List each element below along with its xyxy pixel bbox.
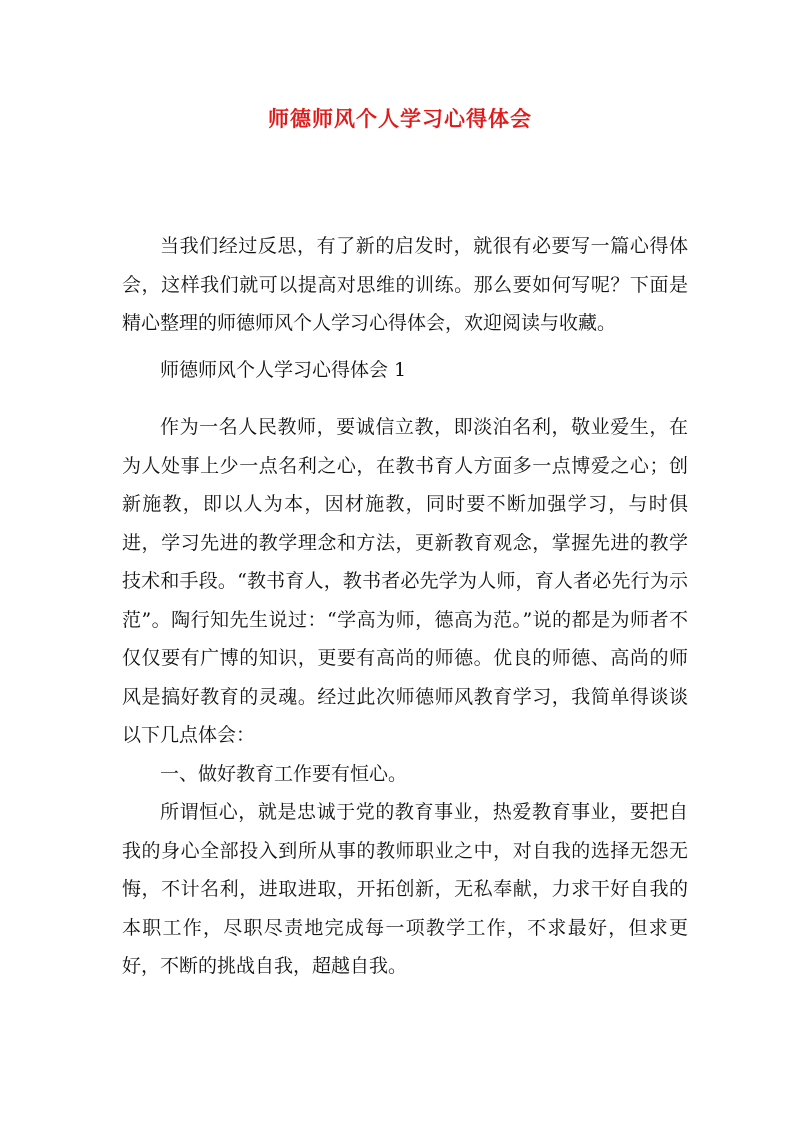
intro-paragraph: 当我们经过反思，有了新的启发时，就很有必要写一篇心得体会，这样我们就可以提高对思维的训练。那么要如何写呢？下面是精心整理的师德师风个人学习心得体会，欢迎阅读与收藏。	[122, 235, 688, 334]
body-paragraph: 作为一名人民教师，要诚信立教，即淡泊名利，敬业爱生，在为人处事上少一点名利之心，在教书育人方面多一点博爱之心；创新施教，即以人为本，因材施教，同时要不断加强学习，与时俱进，学习先进的教学理念和方法，更新教育观念，掌握先进的教学技术和手段。“教书育人，教书者必先学为人师，育人者必先行为示范”。陶行知先生说过：“学高为师，德高为范。”说的都是为师者不仅仅要有广博的知识，更要有高尚的师德。优良的师德、高尚的师风是搞好教育的灵魂。经过此次师德师风教育学习，我简单得谈谈以下几点体会：	[122, 416, 688, 746]
section-heading: 师德师风个人学习心得体会 1	[160, 359, 407, 381]
subheading-paragraph: 一、做好教育工作要有恒心。	[160, 762, 408, 785]
section-heading-block	[122, 351, 688, 390]
section-body	[122, 408, 688, 986]
document-title: 师德师风个人学习心得体会	[268, 106, 532, 131]
body-paragraph: 所谓恒心，就是忠诚于党的教育事业，热爱教育事业，要把自我的身心全部投入到所从事的教师职业之中，对自我的选择无怨无悔，不计名利，进取进取，开拓创新，无私奉献，力求干好自我的本职工作，尽职尽责地完成每一项教学工作，不求最好，但求更好，不断的挑战自我，超越自我。	[122, 801, 688, 977]
intro-block	[122, 227, 688, 343]
